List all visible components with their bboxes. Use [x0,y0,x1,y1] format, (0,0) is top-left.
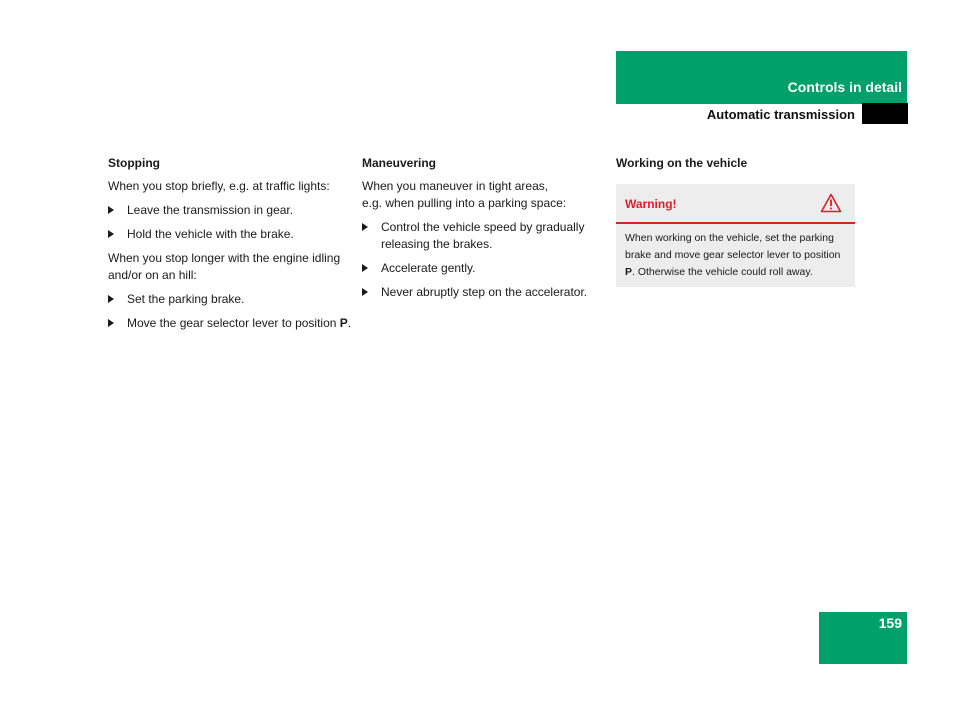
warning-text [616,224,855,287]
warning-text-part: When working on the vehicle, set the parking brake and move gear selector lever to position [625,232,841,261]
bullet-arrow-icon [108,319,114,327]
bullet-arrow-icon [362,223,368,231]
section-tab-marker [862,103,908,124]
bullet-arrow-icon [362,264,368,272]
stopping-intro-brief: When you stop briefly, e.g. at traffic lights: [108,179,330,193]
list-item-text: Hold the vehicle with the brake. [127,227,294,241]
list-item-text: Move the gear selector lever to position [127,316,340,330]
list-item [108,202,353,219]
bullet-arrow-icon [108,230,114,238]
list-item [108,226,353,243]
maneuvering-intro-line1: When you maneuver in tight areas, [362,179,549,193]
warning-text-part: . Otherwise the vehicle could roll away. [632,266,813,278]
stopping-intro-longer: When you stop longer with the engine idling and/or on an hill: [108,251,341,282]
list-item [362,219,607,253]
list-item-text: Leave the transmission in gear. [127,203,294,217]
page-number: 159 [878,615,902,631]
list-item [362,260,607,277]
list-item [362,284,607,301]
gear-position-p: P [625,266,633,278]
bullet-arrow-icon [108,206,114,214]
stopping-heading: Stopping [108,156,160,170]
list-item-text: Accelerate gently. [381,261,476,275]
list-item [108,291,353,308]
list-item-text: Control the vehicle speed by gradually releasing the brakes. [381,220,585,251]
gear-position-p: P [339,316,348,330]
bullet-arrow-icon [362,288,368,296]
warning-triangle-icon [820,193,842,218]
column-maneuvering [362,155,607,308]
warning-label: Warning! [625,197,677,211]
section-title: Controls in detail [787,79,902,95]
working-heading: Working on the vehicle [616,156,748,170]
warning-header [616,184,855,224]
subsection-title: Automatic transmission [706,107,855,122]
maneuvering-intro [362,178,607,212]
column-stopping [108,155,353,339]
column-working-on-vehicle [616,155,856,287]
list-item-text: Never abruptly step on the accelerator. [381,285,588,299]
maneuvering-intro-line2: e.g. when pulling into a parking space: [362,196,567,210]
warning-box [616,184,855,287]
bullet-arrow-icon [108,295,114,303]
list-item [108,315,353,332]
list-item-punct: . [347,316,352,330]
maneuvering-heading: Maneuvering [362,156,437,170]
list-item-text: Set the parking brake. [127,292,245,306]
header-bar [616,51,907,104]
